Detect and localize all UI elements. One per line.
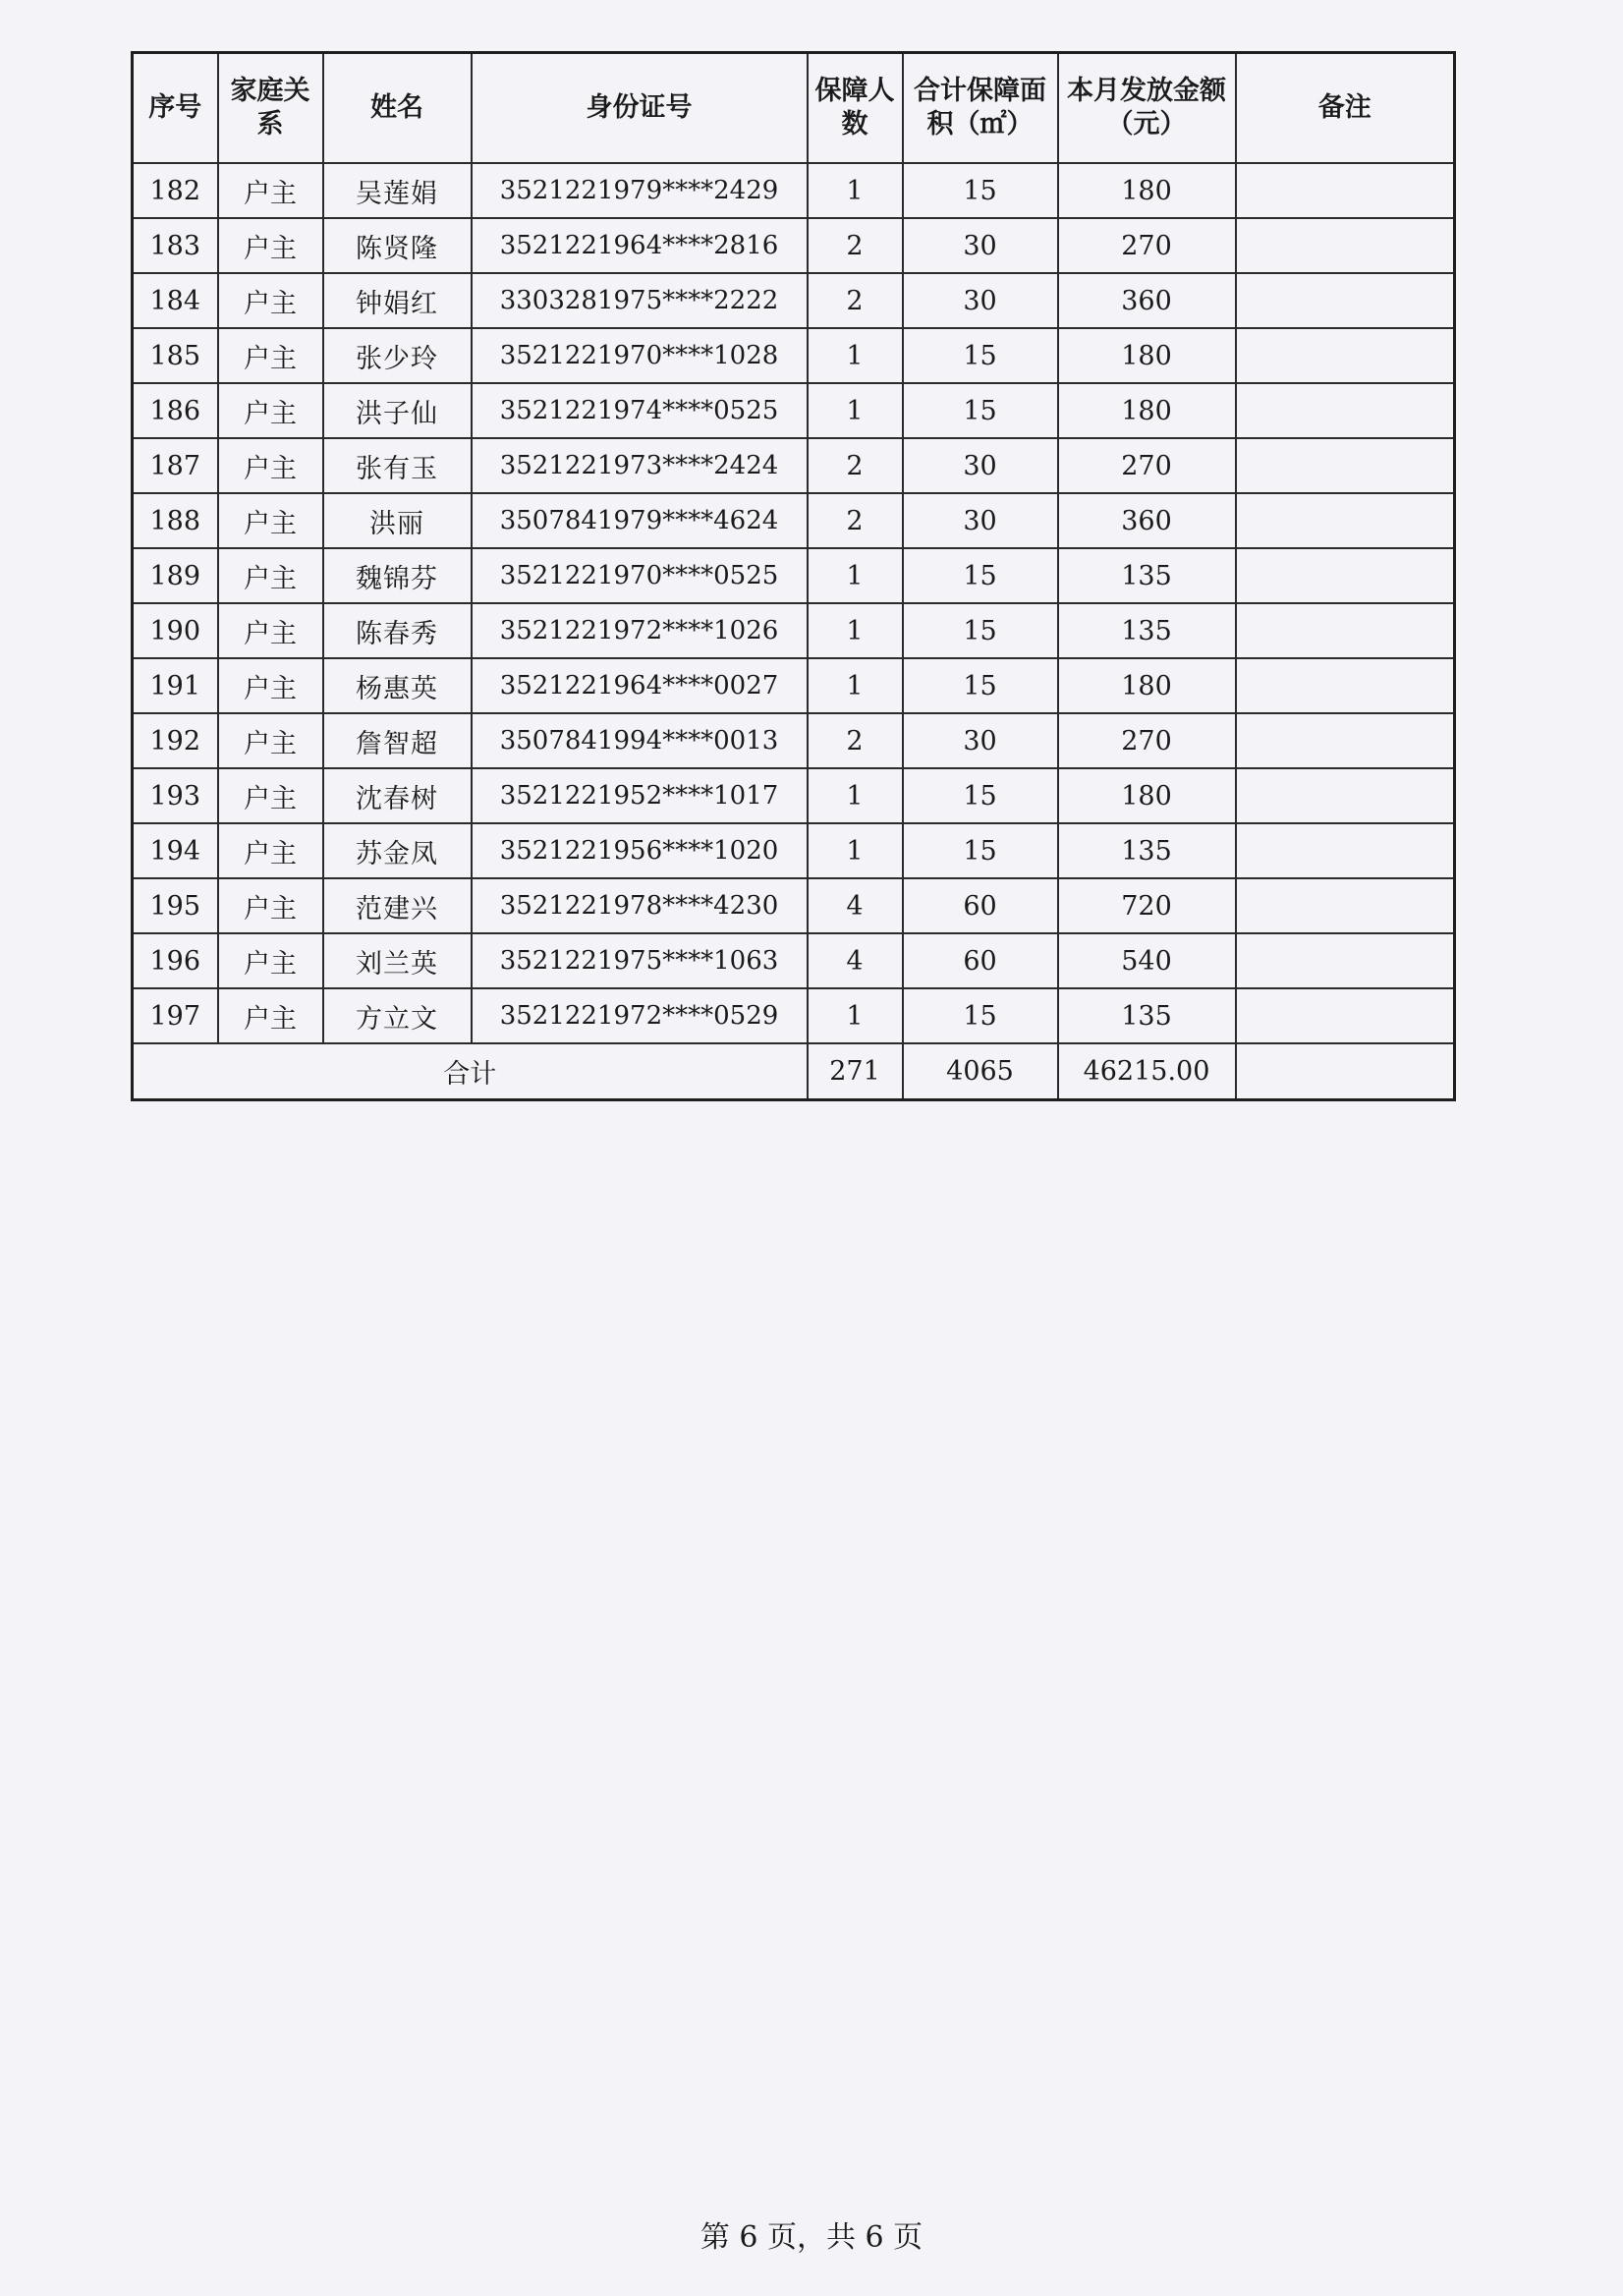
table-row (133, 273, 1455, 328)
cell-area: 15 (903, 768, 1058, 823)
cell-area: 15 (903, 383, 1058, 438)
table-header (133, 53, 1455, 164)
cell-amount: 540 (1058, 933, 1236, 988)
cell-remark (1236, 878, 1455, 933)
cell-id-number: 3521221972****1026 (472, 603, 808, 658)
cell-remark (1236, 603, 1455, 658)
cell-name: 洪丽 (323, 493, 472, 548)
cell-relation: 户主 (218, 163, 323, 218)
cell-name: 杨惠英 (323, 658, 472, 713)
table-row (133, 658, 1455, 713)
cell-seq: 189 (133, 548, 218, 603)
cell-name: 魏锦芬 (323, 548, 472, 603)
cell-relation: 户主 (218, 438, 323, 493)
cell-relation: 户主 (218, 933, 323, 988)
cell-remark (1236, 438, 1455, 493)
cell-name: 陈贤隆 (323, 218, 472, 273)
cell-amount: 180 (1058, 658, 1236, 713)
cell-relation: 户主 (218, 493, 323, 548)
cell-remark (1236, 768, 1455, 823)
cell-amount: 270 (1058, 713, 1236, 768)
cell-id-number: 3521221964****2816 (472, 218, 808, 273)
cell-seq: 182 (133, 163, 218, 218)
table-row (133, 548, 1455, 603)
table-row (133, 933, 1455, 988)
cell-area: 60 (903, 933, 1058, 988)
housing-subsidy-table (131, 51, 1456, 1101)
cell-persons: 1 (808, 823, 903, 878)
cell-persons: 1 (808, 163, 903, 218)
cell-remark (1236, 273, 1455, 328)
cell-name: 张少玲 (323, 328, 472, 383)
cell-seq: 187 (133, 438, 218, 493)
cell-persons: 1 (808, 383, 903, 438)
cell-id-number: 3507841979****4624 (472, 493, 808, 548)
cell-persons: 2 (808, 713, 903, 768)
cell-id-number: 3521221975****1063 (472, 933, 808, 988)
cell-seq: 184 (133, 273, 218, 328)
header-seq: 序号 (133, 53, 218, 164)
total-amount: 46215.00 (1058, 1043, 1236, 1100)
cell-amount: 180 (1058, 328, 1236, 383)
total-area: 4065 (903, 1043, 1058, 1100)
table-row (133, 713, 1455, 768)
table-row (133, 603, 1455, 658)
cell-amount: 135 (1058, 988, 1236, 1043)
cell-relation: 户主 (218, 878, 323, 933)
cell-id-number: 3521221970****0525 (472, 548, 808, 603)
cell-remark (1236, 988, 1455, 1043)
cell-amount: 180 (1058, 768, 1236, 823)
cell-seq: 186 (133, 383, 218, 438)
cell-name: 刘兰英 (323, 933, 472, 988)
header-area: 合计保障面积（㎡） (903, 53, 1058, 164)
cell-id-number: 3521221972****0529 (472, 988, 808, 1043)
cell-name: 沈春树 (323, 768, 472, 823)
header-persons: 保障人数 (808, 53, 903, 164)
cell-name: 方立文 (323, 988, 472, 1043)
cell-relation: 户主 (218, 768, 323, 823)
cell-remark (1236, 658, 1455, 713)
cell-remark (1236, 328, 1455, 383)
cell-id-number: 3521221978****4230 (472, 878, 808, 933)
cell-relation: 户主 (218, 548, 323, 603)
total-row (133, 1043, 1455, 1100)
cell-id-number: 3521221979****2429 (472, 163, 808, 218)
cell-seq: 192 (133, 713, 218, 768)
table-row (133, 988, 1455, 1043)
cell-area: 15 (903, 328, 1058, 383)
cell-seq: 195 (133, 878, 218, 933)
cell-persons: 1 (808, 603, 903, 658)
cell-relation: 户主 (218, 328, 323, 383)
cell-amount: 135 (1058, 603, 1236, 658)
cell-amount: 270 (1058, 218, 1236, 273)
cell-persons: 2 (808, 493, 903, 548)
cell-remark (1236, 383, 1455, 438)
cell-amount: 720 (1058, 878, 1236, 933)
cell-relation: 户主 (218, 658, 323, 713)
cell-amount: 135 (1058, 823, 1236, 878)
cell-seq: 190 (133, 603, 218, 658)
cell-persons: 4 (808, 878, 903, 933)
cell-remark (1236, 548, 1455, 603)
cell-area: 30 (903, 438, 1058, 493)
table-row (133, 163, 1455, 218)
table-row (133, 218, 1455, 273)
cell-persons: 4 (808, 933, 903, 988)
header-relation: 家庭关系 (218, 53, 323, 164)
table-row (133, 878, 1455, 933)
cell-name: 张有玉 (323, 438, 472, 493)
cell-seq: 196 (133, 933, 218, 988)
cell-area: 15 (903, 823, 1058, 878)
cell-id-number: 3521221973****2424 (472, 438, 808, 493)
cell-id-number: 3521221974****0525 (472, 383, 808, 438)
table-row (133, 328, 1455, 383)
cell-remark (1236, 163, 1455, 218)
table-row (133, 493, 1455, 548)
cell-persons: 1 (808, 658, 903, 713)
cell-name: 詹智超 (323, 713, 472, 768)
cell-relation: 户主 (218, 713, 323, 768)
cell-amount: 270 (1058, 438, 1236, 493)
cell-seq: 197 (133, 988, 218, 1043)
cell-area: 30 (903, 493, 1058, 548)
cell-persons: 2 (808, 273, 903, 328)
table-row (133, 438, 1455, 493)
cell-area: 30 (903, 273, 1058, 328)
cell-area: 30 (903, 218, 1058, 273)
cell-id-number: 3521221952****1017 (472, 768, 808, 823)
cell-seq: 185 (133, 328, 218, 383)
cell-name: 范建兴 (323, 878, 472, 933)
cell-amount: 360 (1058, 273, 1236, 328)
total-label: 合计 (133, 1043, 808, 1100)
cell-area: 60 (903, 878, 1058, 933)
page-number: 第 6 页，共 6 页 (700, 2220, 923, 2255)
header-id-number: 身份证号 (472, 53, 808, 164)
cell-seq: 188 (133, 493, 218, 548)
cell-remark (1236, 823, 1455, 878)
page-footer (0, 2212, 1623, 2256)
table-row (133, 768, 1455, 823)
total-remark (1236, 1043, 1455, 1100)
cell-relation: 户主 (218, 383, 323, 438)
cell-persons: 2 (808, 218, 903, 273)
cell-amount: 135 (1058, 548, 1236, 603)
cell-area: 15 (903, 548, 1058, 603)
cell-id-number: 3507841994****0013 (472, 713, 808, 768)
cell-relation: 户主 (218, 823, 323, 878)
total-persons: 271 (808, 1043, 903, 1100)
cell-relation: 户主 (218, 988, 323, 1043)
cell-remark (1236, 933, 1455, 988)
header-row (133, 53, 1455, 164)
cell-name: 陈春秀 (323, 603, 472, 658)
cell-area: 15 (903, 163, 1058, 218)
cell-relation: 户主 (218, 273, 323, 328)
cell-name: 钟娟红 (323, 273, 472, 328)
cell-id-number: 3521221964****0027 (472, 658, 808, 713)
cell-area: 15 (903, 988, 1058, 1043)
cell-remark (1236, 218, 1455, 273)
cell-persons: 2 (808, 438, 903, 493)
cell-seq: 191 (133, 658, 218, 713)
cell-name: 苏金凤 (323, 823, 472, 878)
cell-area: 15 (903, 658, 1058, 713)
cell-amount: 360 (1058, 493, 1236, 548)
cell-id-number: 3303281975****2222 (472, 273, 808, 328)
table-row (133, 823, 1455, 878)
cell-seq: 194 (133, 823, 218, 878)
cell-relation: 户主 (218, 218, 323, 273)
cell-amount: 180 (1058, 383, 1236, 438)
header-name: 姓名 (323, 53, 472, 164)
cell-area: 15 (903, 603, 1058, 658)
cell-remark (1236, 713, 1455, 768)
header-remark: 备注 (1236, 53, 1455, 164)
cell-area: 30 (903, 713, 1058, 768)
cell-persons: 1 (808, 328, 903, 383)
cell-persons: 1 (808, 768, 903, 823)
cell-remark (1236, 493, 1455, 548)
cell-id-number: 3521221970****1028 (472, 328, 808, 383)
cell-name: 吴莲娟 (323, 163, 472, 218)
cell-id-number: 3521221956****1020 (472, 823, 808, 878)
cell-amount: 180 (1058, 163, 1236, 218)
cell-relation: 户主 (218, 603, 323, 658)
cell-persons: 1 (808, 988, 903, 1043)
cell-seq: 193 (133, 768, 218, 823)
header-amount: 本月发放金额（元） (1058, 53, 1236, 164)
cell-seq: 183 (133, 218, 218, 273)
table-row (133, 383, 1455, 438)
cell-name: 洪子仙 (323, 383, 472, 438)
table-body (133, 163, 1455, 1100)
cell-persons: 1 (808, 548, 903, 603)
